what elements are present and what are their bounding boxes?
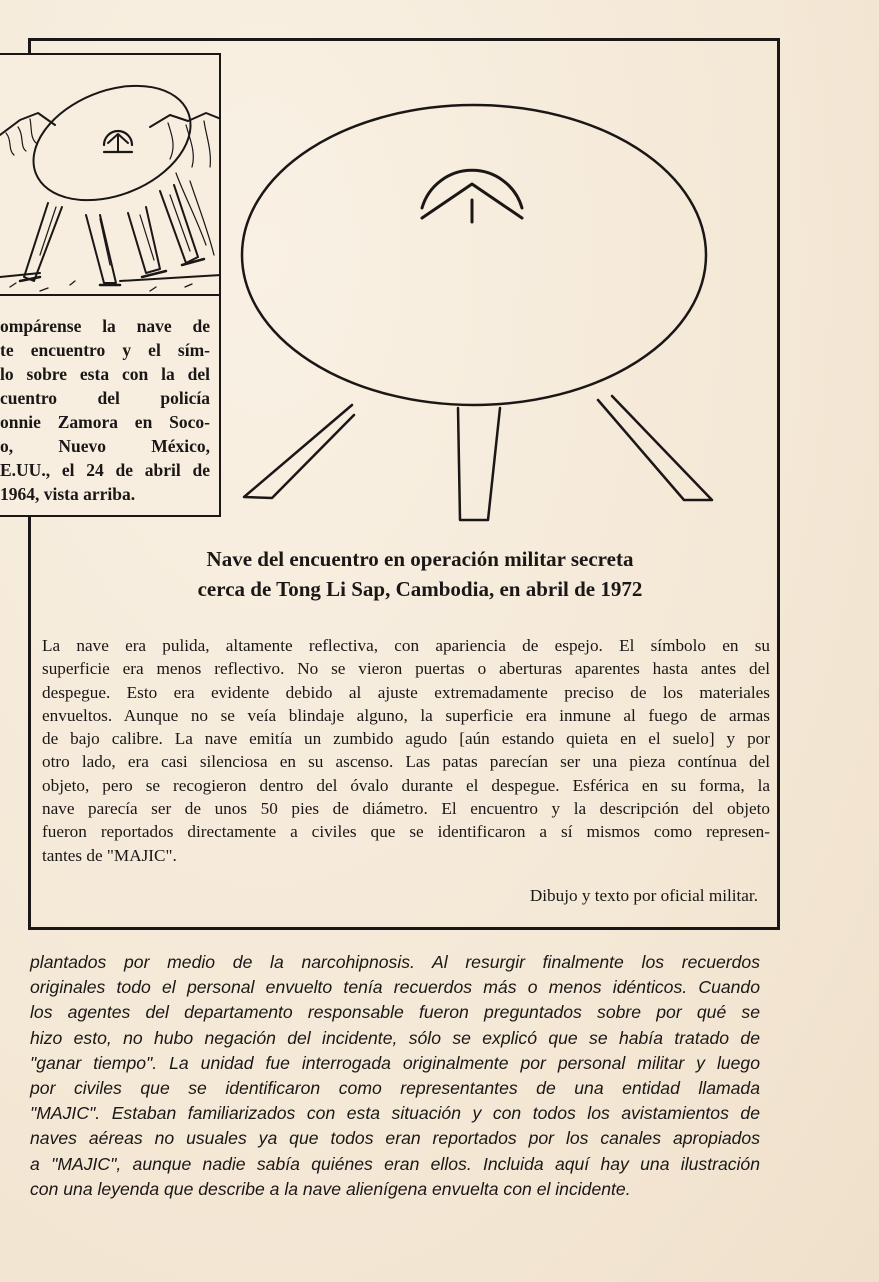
description-line: de bajo calibre. La nave emitía un zumbido agudo [aún estando quieta en el suelo] y por	[42, 729, 770, 749]
illustration-credit: Dibujo y texto por oficial militar.	[529, 886, 758, 905]
illustration-description	[42, 634, 770, 867]
paragraph-line: los agentes del departamento responsable fueron preguntados sobre por qué se	[30, 1002, 760, 1023]
description-line: objeto, pero se recogieron dentro del óvalo durante el despegue. Esférica en su forma, la	[42, 775, 770, 795]
continuation-paragraph	[30, 950, 760, 1202]
caption-line: lo sobre esta con la del	[0, 364, 210, 384]
caption-line: cuentro del policía	[0, 388, 210, 408]
description-line: tantes de "MAJIC".	[42, 845, 177, 865]
paragraph-line: plantados por medio de la narcohipnosis. Al resurgir finalmente los recuerdos	[30, 952, 760, 972]
description-line: fueron reportados directamente a civiles que se identificaron a sí mismos como represen-	[42, 822, 770, 842]
description-line: otro lado, era casi silenciosa en su ascenso. Las patas parecían ser una pieza contínua del	[42, 752, 770, 772]
socorro-sketch-panel	[0, 53, 221, 297]
paragraph-line: a "MAJIC", aunque nadie sabía quiénes eran ellos. Incluida aquí hay una ilustración	[30, 1153, 760, 1174]
description-line: despegue. Esto era evidente debido al ajuste extremadamente preciso de los materiales	[42, 682, 770, 702]
caption-line: 1964, vista arriba.	[0, 484, 136, 504]
description-line: La nave era pulida, altamente reflectiva, con apariencia de espejo. El símbolo en su	[42, 636, 770, 655]
caption-line: E.UU., el 24 de abril de	[0, 460, 210, 480]
paragraph-line: "MAJIC". Estaban familiarizados con esta situación y con todos los avistamientos de	[30, 1103, 760, 1124]
title-line: cerca de Tong Li Sap, Cambodia, en abril de 1972	[197, 577, 643, 601]
illustration-title	[40, 544, 800, 604]
description-line: superficie era menos reflectivo. No se vieron puertas o aberturas aparentes hasta antes del	[42, 659, 770, 679]
paragraph-line: naves aéreas no usuales ya que todos eran reportados por los canales apropiados	[30, 1128, 760, 1149]
caption-line: ompárense la nave de	[0, 316, 210, 336]
caption-line: onnie Zamora en Soco-	[0, 412, 210, 432]
paragraph-line: hizo esto, no hubo negación del incidente, sólo se explicó que se había tratado de	[30, 1027, 760, 1048]
description-line: envueltos. Aunque no se veía blindaje alguno, la superficie era inmune al fuego de armas	[42, 705, 770, 725]
socorro-ufo-sketch	[0, 55, 221, 297]
caption-line: te encuentro y el sím-	[0, 340, 210, 360]
socorro-comparison-caption	[0, 294, 221, 517]
tong-li-sap-ufo-drawing	[232, 100, 752, 530]
title-line: Nave del encuentro en operación militar secreta	[206, 547, 634, 571]
paragraph-line: originales todo el personal envuelto tenía recuerdos más o menos idénticos. Cuando	[30, 977, 760, 998]
paragraph-line: con una leyenda que describe a la nave alienígena envuelta con el incidente.	[30, 1178, 631, 1199]
paragraph-line: por civiles que se identificaron como representantes de una entidad llamada	[30, 1077, 760, 1098]
description-line: nave parecía ser de unos 50 pies de diámetro. El encuentro y la descripción del objeto	[42, 799, 770, 819]
caption-line: o, Nuevo México,	[0, 436, 210, 456]
paragraph-line: "ganar tiempo". La unidad fue interrogada originalmente por personal militar y luego	[30, 1052, 760, 1073]
